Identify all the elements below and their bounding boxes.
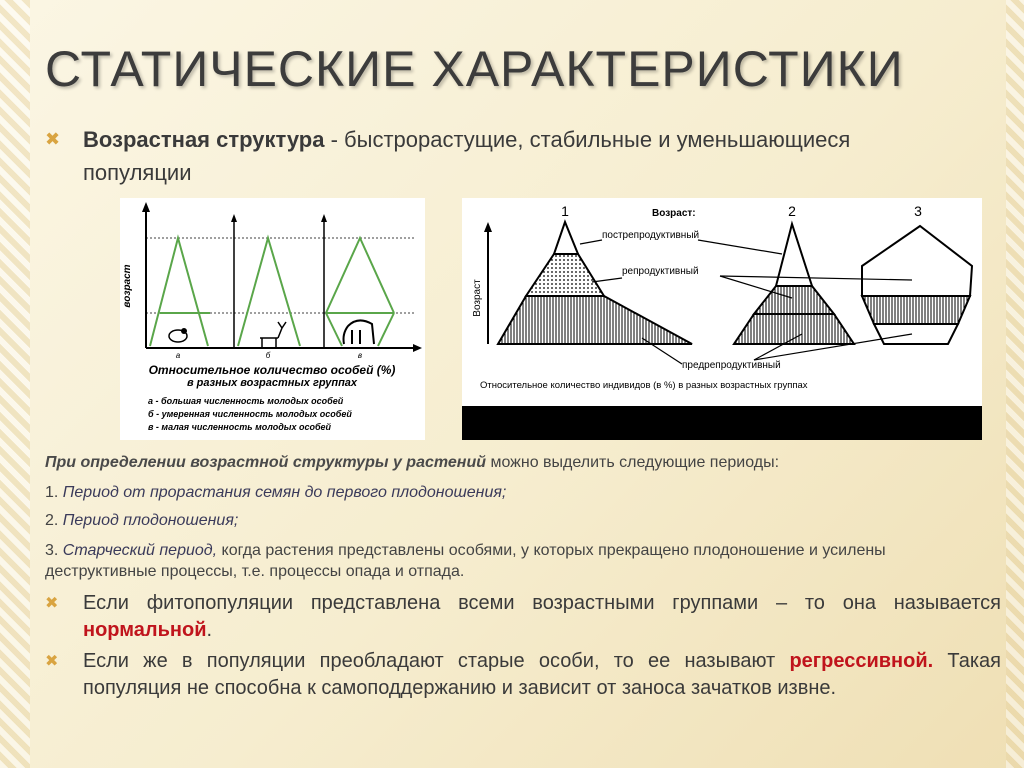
period-item-2: 2. Период плодоношения; <box>45 512 239 529</box>
bullet-marker-icon: ✖ <box>45 595 59 612</box>
age-structure-text: - быстрорастущие, стабильные и уменьшающиеся популяции <box>83 127 851 185</box>
fig1-caption-line1: Относительное количество особей (%) <box>148 363 396 377</box>
fig2-caption: Относительное количество индивидов (в %) в разных возрастных группах <box>480 380 808 391</box>
fig1-letter-b: б <box>265 351 271 360</box>
fig1-legend-v: в - малая численность молодых особей <box>148 422 332 432</box>
bullet-marker-icon: ✖ <box>45 129 61 149</box>
plant-age-intro <box>45 452 779 473</box>
bullet-marker-icon: ✖ <box>45 653 59 670</box>
fig1-letter-a: а <box>175 351 181 360</box>
fig1-letter-v: в <box>357 351 363 360</box>
fig1-caption-line2: в разных возрастных группах <box>186 377 358 389</box>
decorative-stripe-left <box>0 0 30 768</box>
fig2-number-1: 1 <box>561 203 569 219</box>
period-item-1: 1. Период от прорастания семян до первого плодоношения; <box>45 484 507 501</box>
fig2-number-2: 2 <box>788 203 796 219</box>
period-2-italic: Период плодоношения; <box>62 512 239 529</box>
regressive-term: регрессивной. <box>789 650 934 672</box>
plant-age-intro-text: можно выделить следующие периоды: <box>486 454 780 471</box>
fig2-number-3: 3 <box>914 203 922 219</box>
fig1-y-label: возраст <box>122 264 133 308</box>
deer-icon <box>260 322 286 348</box>
fig2-prereproductive-label: предрепродуктивный <box>682 360 781 371</box>
period-item-3: 3. Старческий период, когда растения представлены особями, у которых прекращено плодоношение и усилены деструктивные процессы, т.е. процессы опада и отпада. <box>45 542 886 580</box>
elephant-icon <box>344 320 375 344</box>
fig2-age-label: Возраст: <box>652 208 696 219</box>
normal-term: нормальной <box>83 619 207 641</box>
age-pyramids-figure-1 <box>120 198 425 440</box>
period-3-italic: Старческий период, <box>62 542 218 559</box>
fig1-legend-b: б - умеренная численность молодых особей <box>148 409 352 419</box>
age-structure-term: Возрастная структура <box>83 127 325 152</box>
period-1-italic: Период от прорастания семян до первого плодоношения; <box>62 484 507 501</box>
decorative-stripe-right <box>1006 0 1024 768</box>
fig2-y-label: Возраст <box>472 279 483 317</box>
pyramids-svg-2 <box>462 198 982 440</box>
period-3-text: когда растения представлены особями, у которых прекращено плодоношение и усилены деструктивные процессы, т.е. процессы опада и отпада. <box>45 542 886 580</box>
pyramids-svg-1 <box>120 198 425 440</box>
fig1-legend-a: а - большая численность молодых особей <box>148 396 344 406</box>
plant-age-intro-bold: При определении возрастной структуры у растений <box>45 454 486 471</box>
small-animal-icon <box>169 328 187 342</box>
fig2-postreproductive-label: пострепродуктивный <box>602 230 700 241</box>
age-pyramids-figure-2 <box>462 198 982 440</box>
fig2-reproductive-label: репродуктивный <box>622 266 699 277</box>
slide-title: СТАТИЧЕСКИЕ ХАРАКТЕРИСТИКИ <box>45 41 904 97</box>
